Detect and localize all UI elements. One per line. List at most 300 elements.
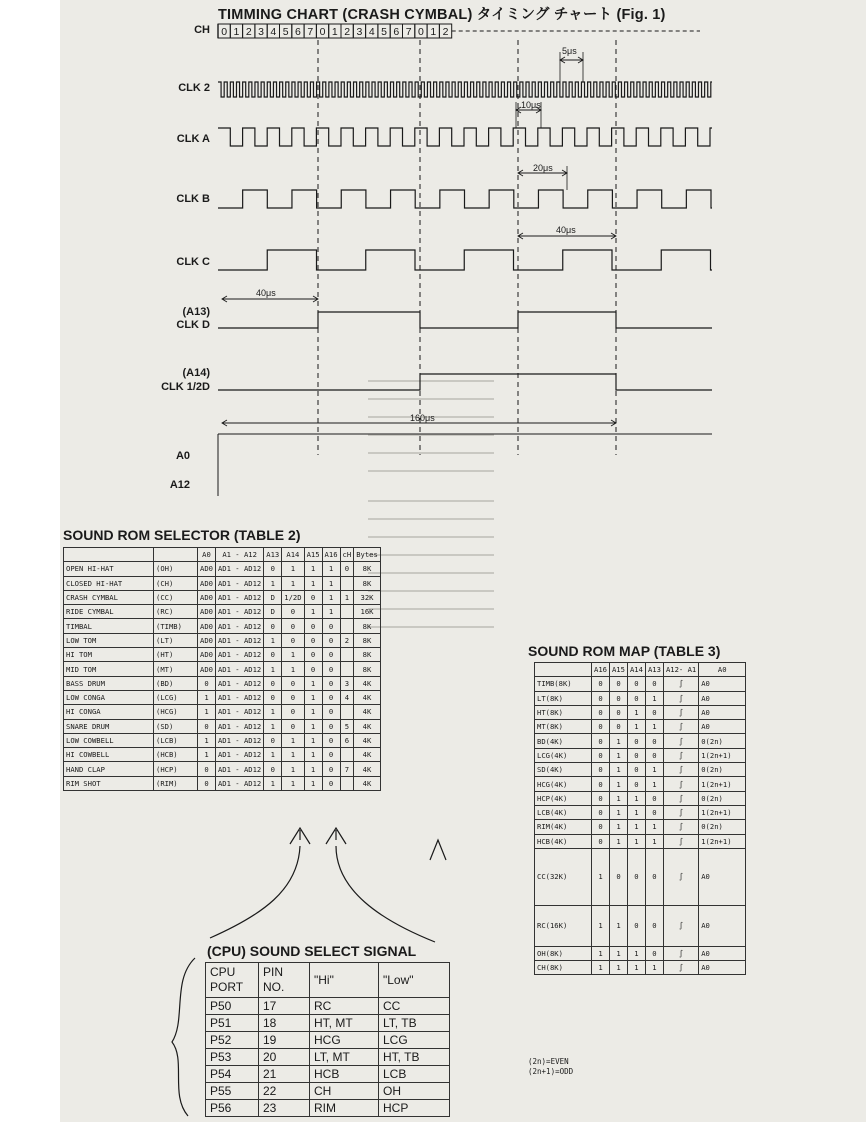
ch-counter-digit: 0 [319, 26, 326, 38]
table2-row [64, 633, 381, 647]
table3-cell: 0 [627, 677, 645, 691]
table2-cell: 0 [282, 690, 304, 704]
table3-header-cell: A16 [592, 663, 610, 677]
cpu-table-header-row [206, 963, 450, 998]
table3-header-cell: A12- A1 [663, 663, 698, 677]
table3-cell: 0 [592, 748, 610, 762]
table3-cell: A0 [699, 705, 746, 719]
table3-cell: 1 [592, 961, 610, 975]
table2-cell: 1 [304, 762, 322, 776]
table2-cell: AD1 - AD12 [215, 719, 263, 733]
table2-cell: 0 [282, 605, 304, 619]
table2-cell: (HCB) [154, 748, 198, 762]
table2-cell: 0 [282, 705, 304, 719]
table2-cell: 0 [264, 690, 282, 704]
table3-row [535, 905, 746, 946]
ch-counter-digit: 0 [418, 26, 424, 38]
clkd-waveform [218, 312, 712, 328]
table2-cell: 1 [198, 690, 216, 704]
table2-row [64, 576, 381, 590]
table3-cell: 1 [609, 946, 627, 960]
table3-cell: 0 [609, 705, 627, 719]
table2-cell: AD1 - AD12 [215, 748, 263, 762]
table2-cell: AD1 - AD12 [215, 648, 263, 662]
table2-cell [340, 619, 354, 633]
table2-cell: 8K [354, 648, 381, 662]
table2-row [64, 748, 381, 762]
table3-row [535, 805, 746, 819]
table2-cell: 1 [198, 733, 216, 747]
table2-cell: (OH) [154, 562, 198, 576]
table3-cell: 1(2n+1) [699, 748, 746, 762]
table3-cell: ∫ [663, 834, 698, 848]
table3-cell: 1 [645, 820, 663, 834]
cpu-table-cell: RIM [310, 1100, 379, 1117]
table3-header-cell [535, 663, 592, 677]
table2-cell: (BD) [154, 676, 198, 690]
table2-cell: AD1 - AD12 [215, 576, 263, 590]
table2-cell: 2 [340, 633, 354, 647]
table2-cell: 0 [304, 619, 322, 633]
table2-cell: D [264, 605, 282, 619]
table2-cell: (HCP) [154, 762, 198, 776]
clk2-waveform [218, 82, 712, 97]
table3-cell: LT(8K) [535, 691, 592, 705]
table2-cell: 0 [304, 633, 322, 647]
cpu-table-cell: 21 [259, 1066, 310, 1083]
table3-row [535, 946, 746, 960]
table2-header-cell: Bytes [354, 548, 381, 562]
table3-cell: LCG(4K) [535, 748, 592, 762]
table2-cell: BASS DRUM [64, 676, 154, 690]
sound-rom-map-table [534, 662, 746, 975]
table3-cell: HCB(4K) [535, 834, 592, 848]
table2-header-cell: A1 - A12 [215, 548, 263, 562]
cpu-table-row [206, 1100, 450, 1117]
table3-cell: 1 [627, 820, 645, 834]
table2-cell: 0 [198, 776, 216, 790]
table3-cell: 1 [645, 777, 663, 791]
table2-cell: AD0 [198, 619, 216, 633]
table2-cell: HI CONGA [64, 705, 154, 719]
clkc-period-label: 40μs [556, 225, 576, 235]
table2-cell: 1 [304, 605, 322, 619]
cpu-table-cell: 22 [259, 1083, 310, 1100]
table3-cell: MT(8K) [535, 720, 592, 734]
table2-cell: 5 [340, 719, 354, 733]
cpu-table-cell: 23 [259, 1100, 310, 1117]
table2-cell: 1 [304, 776, 322, 790]
table3-cell: 1 [645, 961, 663, 975]
table3-cell: HCP(4K) [535, 791, 592, 805]
table2-row [64, 662, 381, 676]
table2-cell: 1 [264, 576, 282, 590]
show-through-line [368, 626, 494, 628]
table3-cell: 0 [645, 848, 663, 905]
table3-cell: ∫ [663, 763, 698, 777]
table3-cell: 0 [645, 677, 663, 691]
table2-cell: 16K [354, 605, 381, 619]
table2-header-row [64, 548, 381, 562]
show-through-line [368, 590, 494, 592]
cpu-table-cell: LCG [379, 1032, 450, 1049]
table3-cell: 0 [609, 691, 627, 705]
cpu-table-header-cell: PIN NO. [259, 963, 310, 998]
table2-cell: LOW COWBELL [64, 733, 154, 747]
table3-cell: 0 [645, 946, 663, 960]
ch-label: CH [194, 24, 210, 36]
table2-cell: AD1 - AD12 [215, 619, 263, 633]
table2-cell: 1 [322, 576, 340, 590]
table2-cell: 1 [304, 748, 322, 762]
table3-row [535, 720, 746, 734]
ch-counter-digit: 2 [442, 26, 449, 38]
table3-cell: 0 [645, 805, 663, 819]
signal-label-a13: (A13) [182, 306, 210, 318]
table3-cell: 0 [609, 848, 627, 905]
table3-cell: ∫ [663, 705, 698, 719]
table3-cell: ∫ [663, 691, 698, 705]
table2-cell: (RC) [154, 605, 198, 619]
table3-header-cell: A0 [699, 663, 746, 677]
table2-cell: 1 [304, 719, 322, 733]
table3-cell: 0 [592, 734, 610, 748]
table2-cell: (HT) [154, 648, 198, 662]
table3-row [535, 748, 746, 762]
table2-cell [340, 576, 354, 590]
table2-cell: HAND CLAP [64, 762, 154, 776]
ch-counter-digit: 2 [344, 26, 351, 38]
table3-cell: 0 [645, 734, 663, 748]
table3-header-cell: A13 [645, 663, 663, 677]
table3-cell: 0 [645, 905, 663, 946]
cpu-table-header-cell: CPU PORT [206, 963, 259, 998]
signal-label-clka: CLK A [176, 133, 210, 145]
table2-cell: 8K [354, 562, 381, 576]
table3-row [535, 763, 746, 777]
table3-cell: A0 [699, 946, 746, 960]
table3-row [535, 848, 746, 905]
table2-row [64, 762, 381, 776]
table2-cell: LOW TOM [64, 633, 154, 647]
table3-cell: CH(8K) [535, 961, 592, 975]
table2-cell: 1 [322, 562, 340, 576]
cpu-table-cell: HCB [310, 1066, 379, 1083]
table2-cell: 1 [282, 776, 304, 790]
table3-row [535, 705, 746, 719]
table3-cell: LCB(4K) [535, 805, 592, 819]
table2-cell: 1 [264, 776, 282, 790]
table2-header-cell: A13 [264, 548, 282, 562]
table3-cell: 0(2n) [699, 791, 746, 805]
clkb-period-label: 20μs [533, 163, 553, 173]
signal-label-clk2: CLK 2 [178, 82, 210, 94]
table3-cell: ∫ [663, 848, 698, 905]
table3-cell: 0 [592, 720, 610, 734]
table3-cell: 0 [627, 734, 645, 748]
table3-cell: 1 [627, 720, 645, 734]
cpu-table-cell: HT, TB [379, 1049, 450, 1066]
clk2-period-label: 5μs [562, 46, 577, 56]
table3-cell: 1 [609, 748, 627, 762]
table2-row [64, 648, 381, 662]
table3-cell: 0 [609, 677, 627, 691]
table3-cell: 0(2n) [699, 820, 746, 834]
table2-cell: MID TOM [64, 662, 154, 676]
table3-cell: 1 [627, 946, 645, 960]
table2-cell: 0 [322, 748, 340, 762]
table2-cell: 0 [264, 562, 282, 576]
table2-cell: 0 [322, 762, 340, 776]
cpu-table-cell: HCP [379, 1100, 450, 1117]
cpu-sound-select-table [205, 962, 450, 1117]
table3-cell: 0(2n) [699, 734, 746, 748]
ch-counter-digit: 1 [233, 26, 240, 38]
clkb-waveform [218, 190, 712, 208]
clk12d-waveform [218, 374, 712, 390]
table2-row [64, 619, 381, 633]
table2-cell: AD1 - AD12 [215, 590, 263, 604]
table2-cell: 1 [282, 562, 304, 576]
cpu-table-cell: P52 [206, 1032, 259, 1049]
table2-cell: 0 [198, 762, 216, 776]
table2-cell: 0 [322, 662, 340, 676]
table2-row [64, 719, 381, 733]
table2-cell: 0 [304, 648, 322, 662]
table2-cell: 0 [282, 619, 304, 633]
table3-cell: BD(4K) [535, 734, 592, 748]
table2-header-cell [154, 548, 198, 562]
cpu-table-cell: 20 [259, 1049, 310, 1066]
table3-cell: ∫ [663, 720, 698, 734]
table2-cell: AD1 - AD12 [215, 562, 263, 576]
table2-cell: OPEN HI-HAT [64, 562, 154, 576]
table3-cell: 0 [592, 834, 610, 848]
table3-cell: 1 [609, 777, 627, 791]
table2-cell: AD0 [198, 590, 216, 604]
cpu-table-header-cell: "Low" [379, 963, 450, 998]
table2-cell: 1 [198, 748, 216, 762]
ch-counter-digit: 7 [405, 26, 412, 38]
table2-cell: 1 [322, 605, 340, 619]
table3-cell: RIM(4K) [535, 820, 592, 834]
footnote-odd: (2n+1)=ODD [528, 1067, 574, 1076]
cpu-table-cell: LT, TB [379, 1015, 450, 1032]
table2-cell: (HCG) [154, 705, 198, 719]
table2-cell: AD1 - AD12 [215, 633, 263, 647]
table2-cell: 0 [340, 562, 354, 576]
table2-header-cell: A14 [282, 548, 304, 562]
table3-cell: 1 [645, 691, 663, 705]
table2-cell: 1 [264, 633, 282, 647]
table2-cell: 4K [354, 676, 381, 690]
table3-cell: 1 [645, 834, 663, 848]
table2-cell: AD0 [198, 562, 216, 576]
table2-cell: AD1 - AD12 [215, 605, 263, 619]
table2-cell: 4K [354, 776, 381, 790]
table2-cell: 1 [304, 733, 322, 747]
table2-cell: TIMBAL [64, 619, 154, 633]
table2-cell: (LCG) [154, 690, 198, 704]
table2-cell: 7 [340, 762, 354, 776]
table2-cell: 1 [304, 676, 322, 690]
table2-cell: 8K [354, 662, 381, 676]
table3-cell: TIMB(8K) [535, 677, 592, 691]
table2-cell: 1 [282, 762, 304, 776]
table3-cell: 0 [592, 777, 610, 791]
table3-header-cell: A15 [609, 663, 627, 677]
table2-cell: CRASH CYMBAL [64, 590, 154, 604]
signal-label-clkc: CLK C [176, 256, 210, 268]
cpu-table-cell: HCG [310, 1032, 379, 1049]
table2-cell: 1 [198, 705, 216, 719]
table2-cell: 0 [322, 719, 340, 733]
table2-cell: 0 [304, 590, 322, 604]
cpu-table-cell: RC [310, 998, 379, 1015]
table3-cell: A0 [699, 961, 746, 975]
table3-header-cell: A14 [627, 663, 645, 677]
table3-cell: ∫ [663, 905, 698, 946]
show-through-line [368, 608, 494, 610]
table3-cell: HT(8K) [535, 705, 592, 719]
table2-cell: 0 [322, 705, 340, 719]
table3-cell: A0 [699, 691, 746, 705]
table2-cell: (MT) [154, 662, 198, 676]
table3-cell: 0 [609, 720, 627, 734]
cpu-table-row [206, 1083, 450, 1100]
cpu-table-cell: P55 [206, 1083, 259, 1100]
table3-cell: 0 [645, 748, 663, 762]
table2-cell: 0 [264, 762, 282, 776]
ch-counter-digit: 7 [307, 26, 314, 38]
show-through-line [368, 572, 494, 574]
ch-counter-digit: 4 [270, 26, 277, 38]
table2-cell: 0 [322, 648, 340, 662]
clkc-waveform [218, 250, 712, 270]
table3-cell: 0 [645, 791, 663, 805]
table3-cell: 1 [592, 905, 610, 946]
table2-cell: 1 [282, 576, 304, 590]
table2-cell: AD0 [198, 576, 216, 590]
table3-cell: ∫ [663, 777, 698, 791]
cpu-table-row [206, 1015, 450, 1032]
table2-cell [340, 776, 354, 790]
chart-title: TIMMING CHART (CRASH CYMBAL) タイミング チャート (Fig. 1) [218, 7, 666, 23]
table3-row [535, 820, 746, 834]
table2-cell: 1 [264, 748, 282, 762]
table3-cell: ∫ [663, 677, 698, 691]
table2-cell: AD0 [198, 633, 216, 647]
cpu-table-row [206, 1032, 450, 1049]
table2-row [64, 562, 381, 576]
table2-cell: 1 [282, 662, 304, 676]
table2-cell: 0 [198, 676, 216, 690]
table3-cell: 1 [627, 834, 645, 848]
table2-cell: (LCB) [154, 733, 198, 747]
table3-cell: 0 [627, 691, 645, 705]
table3-cell: 1(2n+1) [699, 805, 746, 819]
table2-cell: 4K [354, 719, 381, 733]
table2-header-cell: A15 [304, 548, 322, 562]
ch-counter-digit: 5 [381, 26, 387, 38]
signal-label-clkd: CLK D [176, 319, 210, 331]
signal-label-a12: A12 [169, 479, 190, 491]
table2-cell: 0 [322, 733, 340, 747]
ch-counter-digit: 6 [295, 26, 301, 38]
timing-chart [0, 0, 866, 520]
table3-cell: 0 [592, 805, 610, 819]
table2-title: SOUND ROM SELECTOR (TABLE 2) [63, 527, 301, 543]
table2-row [64, 776, 381, 790]
table2-cell: (CC) [154, 590, 198, 604]
table3-row [535, 677, 746, 691]
table2-cell [340, 648, 354, 662]
clk12d-period-label: 160μs [410, 413, 435, 423]
table2-cell: AD1 - AD12 [215, 776, 263, 790]
table3-cell: A0 [699, 905, 746, 946]
table3-cell: ∫ [663, 805, 698, 819]
table3-cell: 0 [645, 705, 663, 719]
cpu-table-cell: LT, MT [310, 1049, 379, 1066]
table3-cell: 1 [627, 705, 645, 719]
ch-counter-digit: 5 [282, 26, 289, 38]
signal-label-clk12d: CLK 1/2D [161, 381, 210, 393]
cpu-table-row [206, 1066, 450, 1083]
table2-cell: 0 [304, 662, 322, 676]
table3-title: SOUND ROM MAP (TABLE 3) [528, 643, 721, 659]
cpu-table-cell: CC [379, 998, 450, 1015]
table2-cell: AD1 - AD12 [215, 676, 263, 690]
table3-cell: ∫ [663, 734, 698, 748]
table2-cell: 1 [264, 719, 282, 733]
table2-cell: AD0 [198, 662, 216, 676]
table3-cell: CC(32K) [535, 848, 592, 905]
table2-cell: HI COWBELL [64, 748, 154, 762]
table2-cell: 0 [198, 719, 216, 733]
ch-counter-digit: 2 [245, 26, 252, 38]
table2-cell: (TIMB) [154, 619, 198, 633]
table3-cell: 1 [609, 734, 627, 748]
table2-cell: 4K [354, 762, 381, 776]
table3-cell: SD(4K) [535, 763, 592, 777]
table2-cell: SNARE DRUM [64, 719, 154, 733]
table2-cell: 6 [340, 733, 354, 747]
table2-cell: 4 [340, 690, 354, 704]
table2-cell: 1 [282, 733, 304, 747]
table3-cell: 0 [627, 777, 645, 791]
table2-cell [340, 605, 354, 619]
table3-cell: ∫ [663, 820, 698, 834]
table3-cell: 1 [592, 848, 610, 905]
table2-cell: 32K [354, 590, 381, 604]
ch-counter-digit: 1 [430, 26, 437, 38]
table3-cell: HCG(4K) [535, 777, 592, 791]
table2-cell: 0 [322, 776, 340, 790]
table2-cell: CLOSED HI-HAT [64, 576, 154, 590]
table2-cell [340, 705, 354, 719]
table2-cell: 0 [282, 676, 304, 690]
cpu-table-cell: P53 [206, 1049, 259, 1066]
table2-cell: 4K [354, 733, 381, 747]
sound-rom-selector-table [63, 547, 381, 791]
table3-cell: 0 [592, 820, 610, 834]
cpu-table-row [206, 1049, 450, 1066]
table3-cell: 1 [609, 834, 627, 848]
table2-cell: 3 [340, 676, 354, 690]
table2-row [64, 590, 381, 604]
table2-cell: 1 [304, 562, 322, 576]
show-through-line [368, 536, 494, 538]
